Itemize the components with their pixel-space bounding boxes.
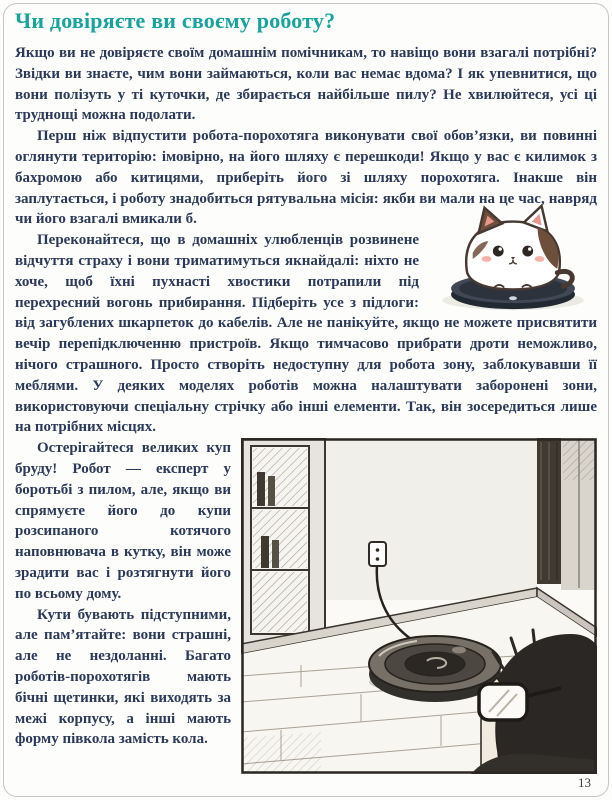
room-scene-image [241, 438, 597, 774]
paragraph-1: Якщо ви не довіряєте своїм домашнім помічникам, то навіщо вони взагалі потрібні? Звідки ви знаєте, чим вони займаються, коли вас немає вдома? І як упевнитися, що вони полізуть у ті куточки, де збирається найбільше пилу? Не хвилюйтеся, усі ці труднощі можна подолати. [15, 45, 597, 124]
cat-on-vacuum-illustration [429, 230, 597, 310]
paragraph-5: Кути бувають підступними, але пам’ятайте: вони страшні, але не нездоланні. Багато роботів-порохотягів мають бічні щетинки, які виходять за межі корпусу, а інші мають форму півкола замість кола. [15, 606, 231, 748]
paragraph-4: Остерігайтеся великих куп бруду! Робот — експерт у боротьбі з пилом, але, якщо ви спрямуєте його до купи розсипаного котячого наповнювача в кутку, він може зрадити вас і розтягнути його по всьому дому. [15, 440, 231, 602]
page-number: 13 [578, 775, 591, 790]
page-title: Чи довіряєте ви своєму роботу? [15, 8, 336, 33]
room-scene-illustration [241, 438, 597, 774]
paragraph-3: Переконайтеся, що в домашніх улюбленців розвинене відчуття страху і вони триматимуться якнайдалі: ніхто не хоче, щоб їхні пухнасті хвостики потрапили під перехресний вогонь прибирання. Підберіть усе з підлоги: від загублених шкарпеток до кабелів. Але не панікуйте, якщо не можете присвятити вечір перепідключенню пристроїв. Якщо тимчасово прибрати дроти неможливо, нічого страшного. Просто створіть недоступну для робота зону, заблокувавши її меблями. У деяких моделях роботів можна налаштувати заборонені зони, використовуючи спеціальну стрічку або інші елементи. Так, він зосередиться лише на потрібних місцях. [15, 232, 597, 436]
cat-on-vacuum-image [429, 196, 597, 314]
article-body [15, 43, 597, 778]
paragraph-2: Перш ніж відпустити робота-порохотяга виконувати свої обов’язки, ви повинні оглянути територію: імовірно, на його шляху є перешкоди! Якщо у вас є килимок з бахромою або китицями, приберіть його зі шляху порохотяга. Інакше він заплутається, і роботу знадобиться рятувальна місія: якби ви мали на це час, навряд чи його взагалі вмикали б. [15, 128, 597, 228]
page-content [15, 8, 597, 778]
